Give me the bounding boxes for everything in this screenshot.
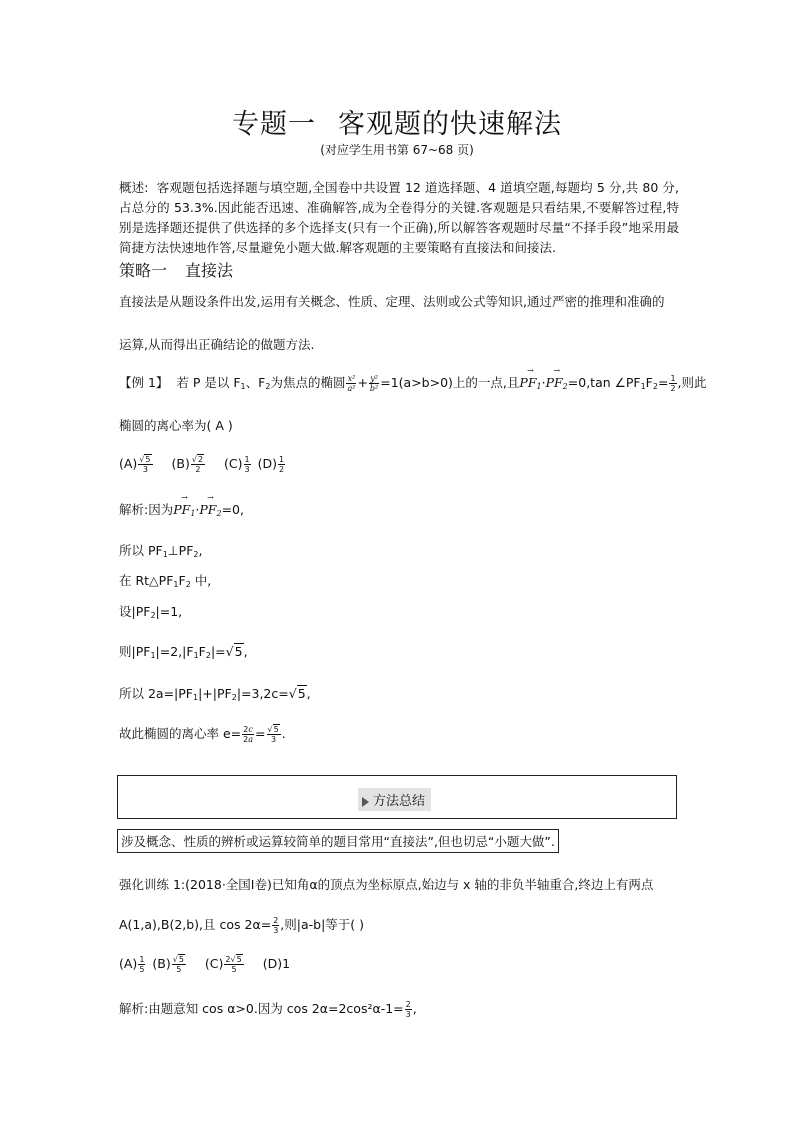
solution-1-line-7: 故此椭圆的离心率 e= $\frac{2c}{2a}$ = $\frac{√5}{3}$ . <box>119 725 286 744</box>
example-1-line-2: 椭圆的离心率为( A ) <box>119 418 233 433</box>
option-a: (A) $\frac{1}{5}$ <box>119 955 145 974</box>
exercise-1-options <box>119 955 304 974</box>
solution-1-line-2: 所以 $PF_1\perp PF_2$, <box>119 543 203 559</box>
solution-1-line-1: 解析:因为→ $PF_1\cdot\to PF_2=0$, <box>119 500 244 518</box>
fraction-x2-a2: $\frac{\text{x²}}{\text{a²}}$ <box>347 374 356 393</box>
page-subtitle: (对应学生用书第 67~68 页) <box>320 143 474 157</box>
option-c: (C) $\frac{2√5}{5}$ <box>204 955 242 974</box>
option-b: (B) $\frac{√5}{5}$ <box>152 955 184 974</box>
option-c: (C) $\frac{1}{3}$ <box>224 455 250 474</box>
fraction-y2-b2: $\frac{\text{y²}}{\text{b²}}$ <box>369 374 379 393</box>
play-triangle-icon <box>362 797 369 807</box>
solution-2-line-1: 解析:由题意知 cos α>0.因为 cos 2α=2cos²α-1= $\frac{2}{3}$ , <box>119 1000 417 1019</box>
vector-pf2: → $PF_2$ <box>546 375 568 391</box>
exercise-1-line-1: 强化训练 1:(2018·全国Ⅰ卷)已知角α的顶点为坐标原点,始边与 x 轴的非负半轴重合,终边上有两点 <box>119 877 654 892</box>
option-d: (D) $\frac{1}{2}$ <box>257 455 285 474</box>
solution-1-line-4: 设$|PF_2|=1$, <box>119 604 183 620</box>
solution-1-line-3: 在 $Rt\triangle PF_1F_2$ 中, <box>119 573 212 589</box>
definition-line-1: 直接法是从题设条件出发,运用有关概念、性质、定理、法则或公式等知识,通过严密的推理和准确的 <box>119 294 665 309</box>
method-summary-text: 涉及概念、性质的辨析或运算较简单的题目常用“直接法”,但也切忌“小题大做”. <box>117 829 559 853</box>
option-a: (A) $\frac{√5}{3}$ <box>119 455 151 474</box>
vector-pf1: → $PF_1$ <box>173 502 195 518</box>
example-1-line-1: 【例 1】 若 P 是以 $F_1$、$F_2$为焦点的椭圆 $\frac{\text{x²}}{\text{a²}}$ + $\frac{\text{y²}}{\text{b²}}$ =1(a>b>0)上的一点,且→ $PF_1\cdot\to PF_2=0,\tan$ $\angle PF_1F_2=$ $\frac{1}{2}$ ,则此 <box>119 373 707 393</box>
vector-pf1: → $PF_1$ <box>519 375 541 391</box>
method-summary-box <box>117 775 677 819</box>
solution-1-line-6: 所以 $2a=|PF_1|+|PF_2|=3,2c=√5$, <box>119 686 311 702</box>
example-tag: 【例 1】 <box>119 375 169 390</box>
vector-pf2: → $PF_2$ <box>199 502 221 518</box>
fraction-one-half: $\frac{1}{2}$ <box>670 374 676 393</box>
solution-1-line-5: 则$|PF_1|=2,|F_1F_2|=√5$, <box>119 644 248 660</box>
definition-line-2: 运算,从而得出正确结论的做题方法. <box>119 337 315 352</box>
method-summary-badge: 方法总结 <box>358 788 431 811</box>
option-b: (B) $\frac{√2}{2}$ <box>171 455 204 474</box>
strategy-heading: 策略一 直接法 <box>119 261 234 280</box>
page-title: 专题一 客观题的快速解法 <box>232 109 562 140</box>
overview-label: 概述: <box>119 180 149 195</box>
option-d: (D)1 <box>262 956 291 971</box>
exercise-1-line-2: A(1,a),B(2,b),且 cos 2α= $\frac{2}{3}$ ,则|a-b|等于( ) <box>119 916 365 935</box>
example-1-options <box>119 455 300 474</box>
overview-paragraph <box>119 178 679 258</box>
overview-text: 客观题包括选择题与填空题,全国卷中共设置 12 道选择题、4 道填空题,每题均 5 分,共 80 分,占总分的 53.3%.因此能否迅速、准确解答,成为全卷得分的关键.客观题是只看结果,不要解答过程,特别是选择题还提供了供选择的多个选择支(只有一个正确),所以解答客观题时尽量“不择手段”地采用最简捷方法快速地作答,尽量避免小题大做.解客观题的主要策略有直接法和间接法. <box>119 180 679 255</box>
